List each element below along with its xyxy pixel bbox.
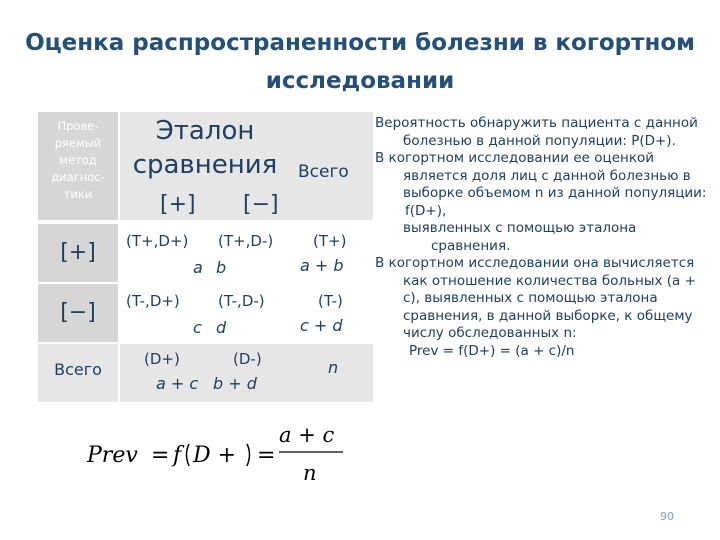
header-method-line: тики: [63, 187, 93, 201]
formula-graphic: [85, 418, 365, 490]
formula-left-paren: [187, 444, 190, 466]
cell-a-plus-c: a + c: [156, 374, 199, 393]
title-line-1: Оценка распространенности болезни в когортном: [25, 30, 695, 56]
formula-arg: D +: [193, 443, 237, 468]
row-plus-label: [+]: [60, 240, 96, 265]
cell-d: d: [216, 318, 227, 337]
etalon-heading: [130, 114, 280, 182]
title-line-2: исследовании: [265, 68, 455, 94]
cell-fp: (T+,D-): [218, 232, 274, 250]
explanation-text: [375, 115, 710, 360]
paragraph-reference-standard: выявленных с помощью эталона сравнения.: [403, 220, 637, 254]
formula-numerator: a + c: [279, 423, 335, 447]
page-number: 90: [660, 510, 674, 523]
header-method-cell: [38, 112, 118, 220]
cell-b-plus-d: b + d: [213, 374, 257, 393]
cell-b: b: [216, 258, 227, 277]
contingency-table: [38, 112, 373, 402]
total-column-heading: Всего: [298, 162, 349, 182]
formula-lhs: Prev: [87, 443, 138, 468]
cell-a: a: [193, 258, 203, 277]
row-total-label: Всего: [54, 360, 102, 379]
header-method-line: диагнос-: [51, 170, 105, 184]
paragraph-probability: Вероятность обнаружить пациента с данной болезнью в данной популяции: P(D+).: [375, 115, 698, 149]
paragraph-calculation: В когортном исследовании она вычисляется как отношение количества больных (a + c), выявленных с помощью эталона сравнения, в данной выборке, к общему числу обследованных n:: [375, 255, 696, 341]
row-minus-label: [−]: [60, 300, 96, 325]
header-method-line: метод: [59, 153, 97, 167]
slide-title: [20, 24, 700, 100]
paragraph-cohort-estimate: В когортном исследовании ее оценкой является доля лиц с данной болезнью в выборке объемом n из данной популяции:: [375, 150, 707, 201]
column-minus-label: [−]: [243, 192, 279, 217]
formula-equals-2: =: [257, 443, 276, 468]
cell-d-minus: (D-): [233, 350, 262, 368]
prevalence-formula: [85, 418, 365, 490]
cell-d-plus: (D+): [144, 350, 180, 368]
paragraph-prev-formula: Prev = f(D+) = (a + c)/n: [409, 342, 575, 359]
cell-c-plus-d: c + d: [300, 316, 343, 335]
paragraph-frequency-formula: f(D+),: [405, 202, 447, 219]
cell-tp: (T+,D+): [126, 232, 189, 250]
formula-equals-1: =: [151, 443, 170, 468]
header-method-line: ряемый: [54, 136, 102, 150]
formula-right-paren: [247, 444, 250, 466]
column-plus-label: [+]: [160, 192, 196, 217]
etalon-line-2: сравнения: [132, 150, 278, 180]
cell-fn: (T-,D+): [126, 292, 180, 310]
cell-t-minus: (T-): [318, 292, 343, 310]
formula-denominator: n: [303, 461, 317, 485]
etalon-line-1: Эталон: [155, 116, 255, 146]
cell-n: n: [328, 358, 339, 377]
cell-t-plus: (T+): [313, 232, 347, 250]
cell-c: c: [193, 318, 202, 337]
formula-f: f: [173, 443, 182, 468]
header-method-line: Прове-: [57, 119, 99, 133]
cell-tn: (T-,D-): [218, 292, 265, 310]
cell-a-plus-b: a + b: [300, 256, 344, 275]
